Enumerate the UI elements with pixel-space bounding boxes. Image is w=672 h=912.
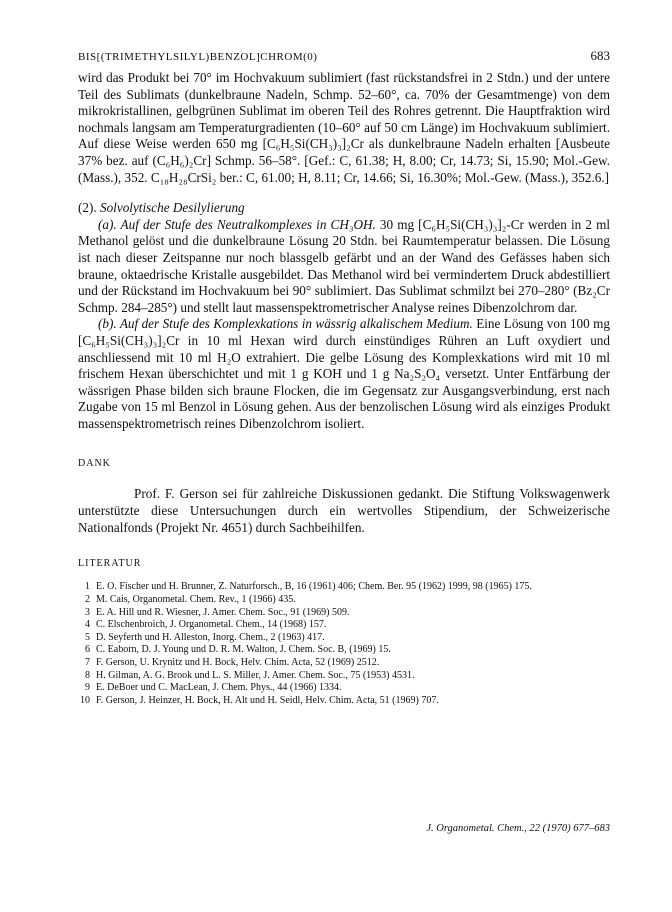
reference-item [78, 632, 610, 645]
references-list [78, 581, 610, 707]
reference-number: 6 [85, 644, 90, 656]
reference-number: 4 [85, 619, 90, 631]
section-number: (2). [78, 200, 97, 216]
paragraph-b [78, 316, 610, 432]
reference-number: 10 [80, 694, 90, 706]
reference-text: F. Gerson, U. Krynitz und H. Bock, Helv. Chim. Acta, 52 (1969) 2512. [96, 657, 380, 669]
reference-number: 1 [85, 581, 90, 593]
paragraph-a-label: (a). Auf der Stufe des Neutralkomplexes in CH₃OH. [98, 216, 376, 232]
reference-number: 7 [85, 657, 90, 669]
reference-text: C. Elschenbroich, J. Organometal. Chem., 14 (1968) 157. [96, 619, 327, 631]
reference-text: C. Eaborn, D. J. Young und D. R. M. Walton, J. Chem. Soc. B, (1969) 15. [96, 644, 391, 656]
reference-item [78, 682, 610, 695]
reference-item [78, 619, 610, 632]
reference-number: 3 [85, 606, 90, 618]
reference-text: M. Cais, Organometal. Chem. Rev., 1 (1966) 435. [96, 594, 296, 606]
journal-citation: J. Organometal. Chem., 22 (1970) 677–683 [426, 823, 610, 834]
reference-item [78, 581, 610, 594]
paragraph-a-text: 30 mg [C₆H₅Si(CH₃)₃]₂-Cr werden in 2 ml Methanol gelöst und die dunkelbraune Lösung 20 Stdn. bei Raumtemperatur belassen. Die Lösung ist nach dieser Zeitspanne nur noch blassgelb gefärbt und an der Wand des Gefässes haben sich braune, oktaedrische Kristalle ausgebildet. Das Methanol wird bei vermindertem Druck abdestilliert und der Rückstand im Hochvakuum bei 90° sublimiert. Das Sublimat schmilzt bei 270–280° (Bz₂Cr Schmp. 284–285°) und stellt laut massenspektrometrischer Analyse reines Dibenzolchrom dar. [78, 216, 610, 315]
acknowledgement-text: Prof. F. Gerson sei für zahlreiche Diskussionen gedankt. Die Stiftung Volkswagenwerk unterstützte diese Untersuchungen durch ein wertvolles Stipendium, der Schweizerische Nationalfonds (Projekt Nr. 4651) durch Sachbeihilfen. [78, 486, 610, 536]
paragraph-a [78, 217, 610, 317]
paragraph-continuation: wird das Produkt bei 70° im Hochvakuum sublimiert (fast rückstandsfrei in 2 Stdn.) und der untere Teil des Sublimats (dunkelbraune Nadeln, Schmp. 52–60°, ca. 70% der Gesamtmenge) von dem mikrokristallinen, gelbgrünen Sublimat im oberen Teil des Rohres getrennt. Die Hauptfraktion wird nochmals langsam am Temperaturgradienten (10–60° auf 50 cm Länge) im Hochvakuum sublimiert. Auf diese Weise werden 650 mg [C₆H₅Si(CH₃)₃]₂Cr als dunkelbraune Nadeln erhalten [Ausbeute 37% bez. auf (C₆H₆)₂Cr] Schmp. 56–58°. [Gef.: C, 61.38; H, 8.00; Cr, 14.73; Si, 15.90; Mol.-Gew.(Mass.), 352. C₁₈H₂₈CrSi₂ ber.: C, 61.00; H, 8.11; Cr, 14.66; Si, 16.30%; Mol.-Gew. (Mass.), 352.6.] [78, 70, 610, 185]
reference-number: 5 [85, 631, 90, 643]
running-head [78, 48, 610, 70]
reference-number: 2 [85, 594, 90, 606]
reference-text: E. DeBoer und C. MacLean, J. Chem. Phys., 44 (1966) 1334. [96, 682, 342, 694]
running-head-title: BIS[(TRIMETHYLSILYL)BENZOL]CHROM(0) [78, 51, 318, 63]
reference-item [78, 644, 610, 657]
reference-text: D. Seyferth und H. Alleston, Inorg. Chem., 2 (1963) 417. [96, 631, 325, 643]
reference-item [78, 607, 610, 620]
acknowledgement-heading: DANK [78, 458, 111, 470]
paragraph-b-label: (b). Auf der Stufe des Komplexkations in wässrig alkalischem Medium. [98, 316, 473, 332]
page [78, 48, 610, 707]
reference-item [78, 695, 610, 708]
page-number: 683 [590, 48, 610, 63]
reference-text: E. O. Fischer und H. Brunner, Z. Naturforsch., B, 16 (1961) 406; Chem. Ber. 95 (1962) 1999, 98 (1965) 175. [96, 581, 532, 593]
reference-number: 8 [85, 669, 90, 681]
section-title: Solvolytische Desilylierung [99, 200, 245, 216]
reference-item [78, 670, 610, 683]
references-heading: LITERATUR [78, 558, 142, 570]
paragraph-b-text: Eine Lösung von 100 mg [C₆H₅Si(CH₃)₃]₂Cr in 10 ml Hexan wird durch einstündiges Rühren an Luft oxydiert und anschliessend mit 10 ml H₂O extrahiert. Die gelbe Lösung des Komplexkations wird mit 10 ml frischem Hexan überschichtet und mit 1 g KOH und 1 g Na₂S₂O₄ versetzt. Unter Entfärbung der wässrigen Phase bilden sich braune Flocken, die im Gegensatz zur Ausgangsverbindung, erst nach Zugabe von 15 ml Benzol in Lösung gehen. Aus der benzolischen Lösung wird als einziges Produkt massenspektrometrisch reines Dibenzolchrom isoliert. [78, 316, 610, 431]
reference-number: 9 [85, 682, 90, 694]
reference-item [78, 594, 610, 607]
reference-text: E. A. Hill und R. Wiesner, J. Amer. Chem. Soc., 91 (1969) 509. [96, 606, 350, 618]
section-heading [78, 200, 610, 217]
reference-item [78, 657, 610, 670]
reference-text: F. Gerson, J. Heinzer, H. Bock, H. Alt und H. Seidl, Helv. Chim. Acta, 51 (1969) 707. [96, 694, 439, 706]
reference-text: H. Gilman, A. G. Brook und L. S. Miller, J. Amer. Chem. Soc., 75 (1953) 4531. [96, 669, 415, 681]
